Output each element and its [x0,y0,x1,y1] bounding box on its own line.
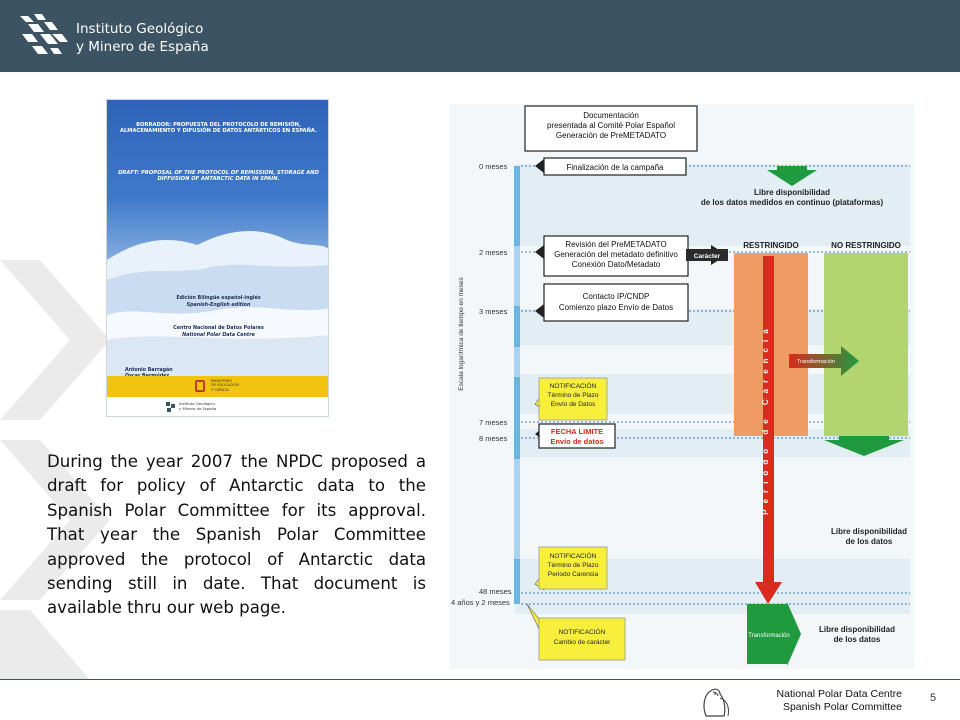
fecha-limite-box [535,424,615,448]
notif1-line-1: NOTIFICACIÓN [549,383,597,390]
description-paragraph: During the year 2007 the NPDC proposed a draft for policy of Antarctic data to the Spanish Polar Committee for its approval. That year the Spanish Polar Committee approved the protocol of Antarctic data sending still in date. That document is available thru our web page. [47,452,426,618]
contacto-line-1: Contacto IP/CNDP [582,292,650,301]
cover-igme-line-2: y Minero de España [179,405,217,411]
cover-centre-es: Centro Nacional de Datos Polares [173,326,264,331]
notif2-line-2: Término de Plazo [547,562,599,569]
org-name [76,20,209,56]
cover-centre-en: National Polar Data Centre [182,333,255,338]
documentacion-line-2: presentada al Comité Polar Español [546,121,676,130]
no-restringido-column [824,253,908,436]
ministry-line-2: DE EDUCACIÓN [211,383,239,388]
cover-author-1: Antonio Barragán [125,368,173,373]
finalizacion-box [535,158,686,175]
footer-credits [740,688,902,714]
footer-line-2: Spanish Polar Committee [782,701,902,713]
libre-continuo-line-1: Libre disponibilidad [754,188,830,197]
notif3-line-1: NOTIFICACIÓN [558,629,606,636]
notif1-line-3: Envío de Datos [550,401,596,408]
penguin-icon [698,684,734,718]
cover-footer [107,397,329,417]
documentacion-line-1: Documentación [583,111,639,120]
libre-continuo-line-2: de los datos medidos en continuo (plataformas) [700,198,884,207]
time-axis-label: Escala logarítmica de tiempo en meses [458,277,465,391]
notificacion-carencia-box [535,547,607,590]
libre-final-line-1: Libre disponibilidad [819,625,895,634]
org-name-line2: y Minero de España [76,39,209,55]
protocol-document-cover[interactable] [106,99,329,417]
cover-yellow-bar [107,376,329,397]
tick-7-meses: 7 meses [479,418,508,427]
cover-title-en: DRAFT: PROPOSAL OF THE PROTOCOL OF REMISSION, STORAGE AND DIFFUSION OF ANTARCTIC DATA IN SPAIN. [118,170,319,183]
transformacion-2-label: Transformación [748,633,790,639]
caracter-label: Carácter [693,253,721,260]
header-bar [0,0,960,72]
no-restringido-label: NO RESTRINGIDO [831,241,901,250]
revision-line-1: Revisión del PreMETADATO [565,240,667,249]
footer-line-1: National Polar Data Centre [776,688,902,700]
notificacion-envio-box [535,378,607,420]
libre-datos-line-1: Libre disponibilidad [831,527,907,536]
cover-igme-logo-icon [165,401,177,413]
org-name-line1: Instituto Geológico [76,21,204,37]
documentacion-line-3: Generación de PreMETADATO [555,131,667,140]
fecha-limite-line-1: FECHA LIMITE [550,427,604,436]
igme-logo-icon [18,12,70,58]
revision-line-3: Conexión Dato/Metadato [571,260,661,269]
tick-0-meses: 0 meses [479,162,508,171]
tick-3-meses: 3 meses [479,307,508,316]
notif2-line-3: Periodo Carencia [547,571,599,578]
documentacion-box [525,106,697,151]
spain-coat-of-arms-icon [193,378,207,394]
contacto-line-2: Comienzo plazo Envío de Datos [558,303,674,312]
finalizacion-text: Finalización de la campaña [566,163,664,172]
ministry-line-3: Y CIENCIA [211,387,229,392]
tick-2-meses: 2 meses [479,248,508,257]
periodo-carencia-label: Periodo de Carencia [761,323,770,515]
footer-divider [0,679,960,680]
ministry-text [211,379,239,392]
notif3-line-2: Cambio de carácter [553,639,611,646]
tick-4-anos: 4 años y 2 meses [451,598,510,607]
cover-igme-line-1: Instituto Geológico [179,401,215,406]
libre-datos-line-2: de los datos [845,537,893,546]
page-number: 5 [930,692,937,704]
fecha-limite-line-2: Envío de datos [550,437,604,446]
restringido-label: RESTRINGIDO [743,241,799,250]
cover-igme-text [179,402,216,411]
notif1-line-2: Término de Plazo [547,392,599,399]
tick-48-meses: 48 meses [479,587,512,596]
ministry-line-1: MINISTERIO [211,379,233,383]
revision-line-2: Generación del metadato definitivo [554,250,678,259]
cover-edition-es: Edición Bilingüe español-inglés [176,296,261,301]
tick-8-meses: 8 meses [479,434,508,443]
data-protocol-flow-diagram [449,104,914,669]
revision-box [535,236,688,276]
cover-edition-en: Spanish-English edition [186,303,251,308]
libre-final-line-2: de los datos [833,635,881,644]
cover-title-es: BORRADOR: PROPUESTA DEL PROTOCOLO DE REMISIÓN, ALMACENAMIENTO Y DIFUSIÓN DE DATOS ANTÁRTICOS EN ESPAÑA. [119,122,317,135]
contacto-box [535,284,688,321]
transformacion-1-label: Transformación [796,359,836,365]
notif2-line-1: NOTIFICACIÓN [549,553,597,560]
